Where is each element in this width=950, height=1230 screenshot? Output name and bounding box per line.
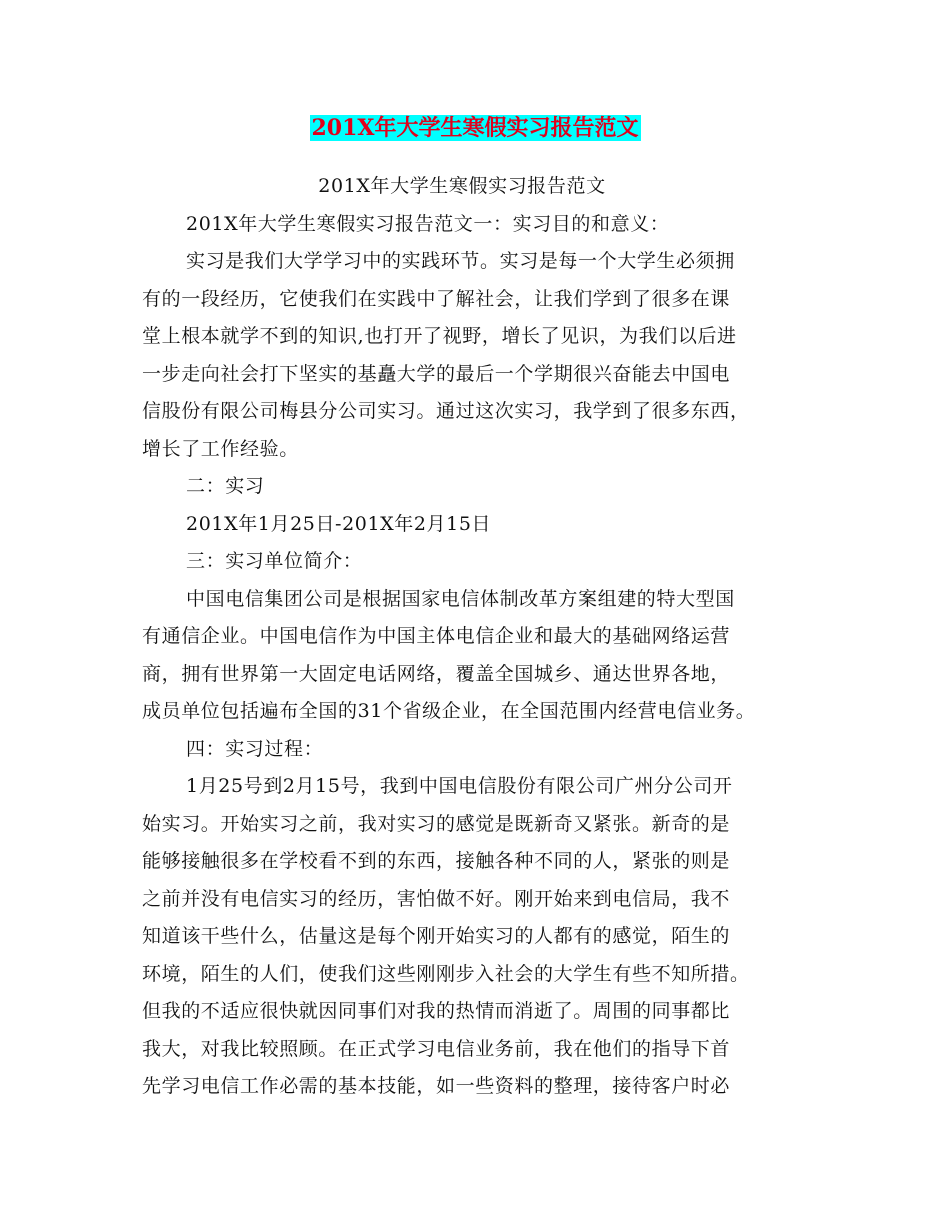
paragraph-line: 之前并没有电信实习的经历，害怕做不好。刚开始来到电信局，我不 bbox=[142, 887, 731, 910]
paragraph-line: 始实习。开始实习之前，我对实习的感觉是既新奇又紧张。新奇的是 bbox=[142, 812, 731, 835]
paragraph-line: 201X年大学生寒假实习报告范文一：实习目的和意义： bbox=[186, 212, 670, 235]
section-heading: 三：实习单位简介： bbox=[186, 550, 363, 572]
paragraph-line: 有通信企业。中国电信作为中国主体电信企业和最大的基础网络运营 bbox=[142, 625, 731, 647]
paragraph-line: 先学习电信工作必需的基本技能，如一些资料的整理，接待客户时必 bbox=[142, 1075, 731, 1097]
paragraph-line: 201X年1月25日-201X年2月15日 bbox=[186, 512, 492, 535]
document-body bbox=[142, 168, 822, 1106]
paragraph-line: 成员单位包括遍布全国的31个省级企业，在全国范围内经营电信业务。 bbox=[142, 700, 756, 722]
paragraph-line: 能够接触很多在学校看不到的东西，接触各种不同的人，紧张的则是 bbox=[142, 850, 731, 872]
paragraph-line: 但我的不适应很快就因同事们对我的热情而消逝了。周围的同事都比 bbox=[142, 1000, 731, 1022]
paragraph-line: 增长了工作经验。 bbox=[142, 437, 299, 460]
document-title bbox=[0, 112, 950, 144]
paragraph-line: 1月25号到2月15号，我到中国电信股份有限公司广州分公司开 bbox=[186, 775, 733, 797]
paragraph-line: 知道该干些什么，估量这是每个刚开始实习的人都有的感觉，陌生的 bbox=[142, 925, 731, 947]
paragraph-line: 中国电信集团公司是根据国家电信体制改革方案组建的特大型国 bbox=[186, 587, 735, 610]
paragraph-line: 商，拥有世界第一大固定电话网络，覆盖全国城乡、通达世界各地， bbox=[142, 662, 731, 685]
section-heading: 四：实习过程： bbox=[186, 737, 324, 760]
document-title-text: 201X年大学生寒假实习报告范文 bbox=[311, 115, 639, 141]
paragraph-line: 信股份有限公司梅县分公司实习。通过这次实习，我学到了很多东西， bbox=[142, 400, 750, 422]
paragraph-line: 堂上根本就学不到的知识,也打开了视野，增长了见识，为我们以后进 bbox=[142, 325, 737, 347]
body-heading: 201X年大学生寒假实习报告范文 bbox=[318, 175, 606, 197]
paragraph-line: 实习是我们大学学习中的实践环节。实习是每一个大学生必须拥 bbox=[186, 250, 735, 272]
paragraph-line: 我大，对我比较照顾。在正式学习电信业务前，我在他们的指导下首 bbox=[142, 1037, 731, 1060]
paragraph-line: 有的一段经历，它使我们在实践中了解社会，让我们学到了很多在课 bbox=[142, 287, 731, 310]
paragraph-line: 环境，陌生的人们，使我们这些刚刚步入社会的大学生有些不知所措。 bbox=[142, 962, 750, 985]
paragraph-line: 一步走向社会打下坚实的基矗大学的最后一个学期很兴奋能去中国电 bbox=[142, 362, 731, 385]
section-heading: 二：实习 bbox=[186, 475, 265, 497]
